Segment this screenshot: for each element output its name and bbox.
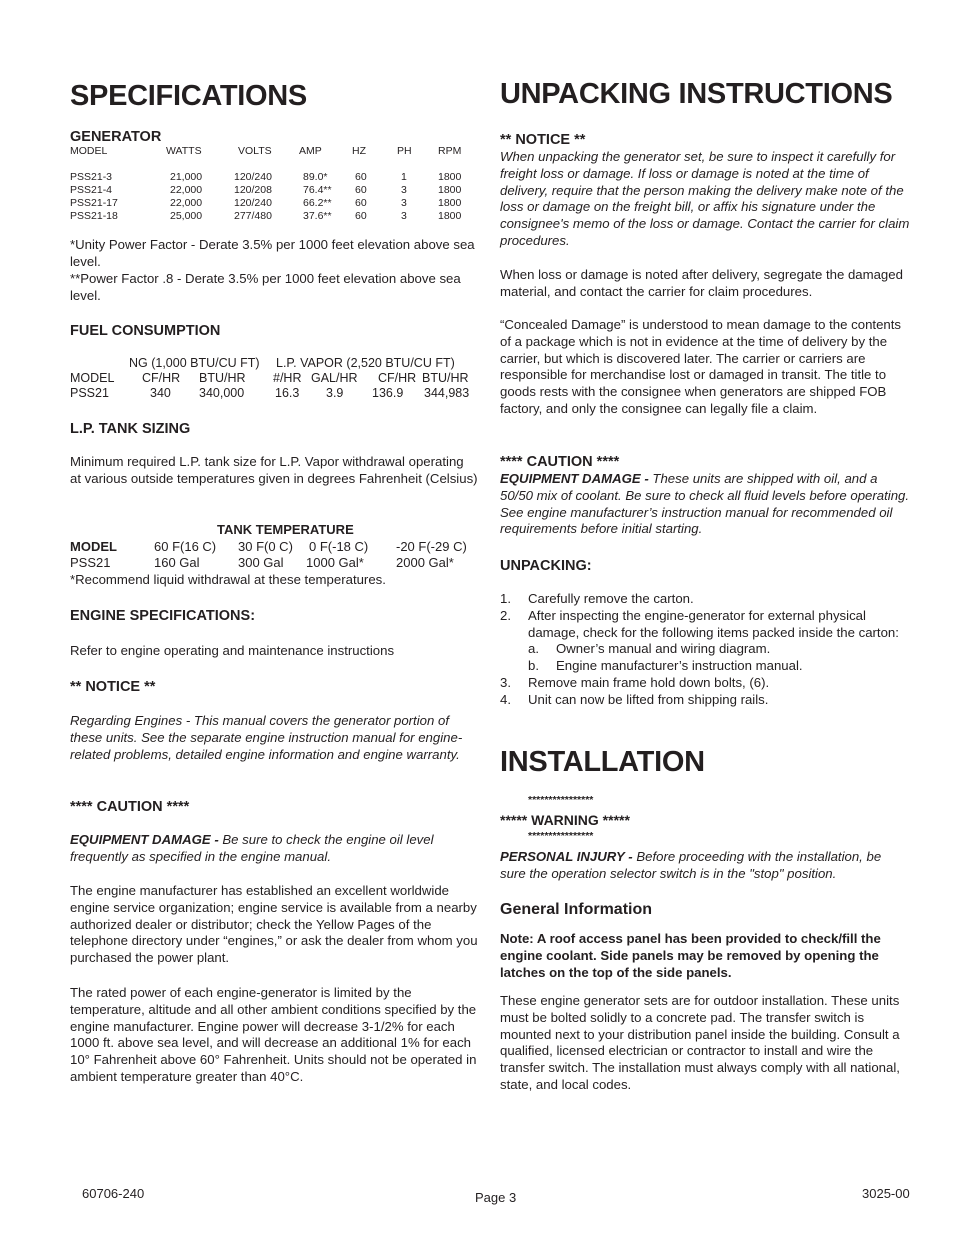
fuel-cell-ng-btuhr: 340,000 [199, 386, 245, 400]
cell-amp: 76.4** [303, 184, 332, 196]
cell-rpm: 1800 [438, 197, 462, 209]
cell-watts: 21,000 [170, 171, 203, 183]
step-text: Carefully remove the carton. [528, 591, 694, 606]
warning-stars-bottom: **************** [528, 830, 594, 842]
cell-amp: 89.0* [303, 171, 328, 183]
cell-rpm: 1800 [438, 171, 462, 183]
caution-lead: EQUIPMENT DAMAGE - [70, 832, 223, 847]
col-watts: WATTS [166, 145, 202, 157]
list-item [500, 675, 914, 692]
tank-cell-model: PSS21 [70, 555, 111, 570]
caution-heading: **** CAUTION **** [70, 799, 190, 815]
unpacking-caution-body: These units are shipped with oil, and a 50/50 mix of coolant. Be sure to check all fluid levels before operating. See engine manufacturer’s instruction manual for recommended oil requirements before initial starting. [500, 471, 910, 537]
cell-hz: 60 [355, 171, 367, 183]
cell-ph: 3 [401, 184, 407, 196]
step-number: b. [528, 658, 539, 674]
caution-body: Be sure to check the engine oil level frequently as specified in the engine manual. [70, 832, 434, 864]
cell-model: PSS21-17 [70, 197, 118, 209]
tank-heading: L.P. TANK SIZING [70, 421, 191, 437]
cell-volts: 120/240 [234, 171, 272, 183]
fuel-group-lp: L.P. VAPOR (2,520 BTU/CU FT) [276, 356, 455, 370]
cell-watts: 25,000 [170, 210, 203, 222]
tank-col-60f: 60 F(16 C) [154, 539, 217, 554]
footer-revision: 3025-00 [862, 1186, 910, 1201]
tank-column-header [70, 539, 480, 556]
list-item [500, 608, 914, 642]
tank-note: *Recommend liquid withdrawal at these temperatures. [70, 572, 386, 587]
fuel-cell-lbhr: 16.3 [275, 386, 300, 400]
step-number: 4. [500, 691, 511, 707]
engine-spec-text: Refer to engine operating and maintenance instructions [70, 643, 395, 658]
specifications-title: SPECIFICATIONS [70, 80, 307, 112]
cell-amp: 66.2** [303, 197, 332, 209]
installation-title: INSTALLATION [500, 746, 705, 778]
tank-col-30f: 30 F(0 C) [238, 539, 293, 554]
step-number: a. [528, 641, 539, 657]
fuel-col-model: MODEL [70, 371, 115, 385]
caution-text [70, 832, 478, 866]
fuel-cell-model: PSS21 [70, 386, 109, 400]
tank-cell-30f: 300 Gal [238, 555, 284, 570]
fuel-col-ng-btuhr: BTU/HR [199, 371, 246, 385]
footer-document-number: 60706-240 [82, 1186, 145, 1201]
step-text: Owner’s manual and wiring diagram. [556, 641, 771, 657]
table-row [70, 386, 480, 403]
step-text: Unit can now be lifted from shipping rails. [528, 691, 769, 707]
unpacking-caution-heading: **** CAUTION **** [500, 454, 620, 470]
warning-text [500, 849, 910, 883]
tank-col-model: MODEL [70, 539, 117, 554]
fuel-heading: FUEL CONSUMPTION [70, 323, 221, 339]
rated-power-paragraph: The rated power of each engine-generator is limited by the temperature, altitude and all other ambient conditions specified by the engine manufacturer. Engine power will decrease 3-1/2% for each 1000 ft. above sea level, and will decrease an additional 1% for each 10° Fahrenheit above 60° Fahrenheit. Units should not be operated in ambient temperature greater than 40°C. [70, 985, 477, 1084]
cell-ph: 1 [401, 171, 407, 183]
engine-spec-heading: ENGINE SPECIFICATIONS: [70, 608, 256, 624]
tank-col-0f: 0 F(-18 C) [309, 539, 369, 554]
step-number: 1. [500, 591, 511, 606]
col-amp: AMP [299, 145, 322, 157]
unpacking-steps-heading: UNPACKING: [500, 558, 592, 574]
unpacking-notice-heading: ** NOTICE ** [500, 132, 586, 148]
cell-volts: 120/240 [234, 197, 272, 209]
cell-hz: 60 [355, 184, 367, 196]
tank-table-title: TANK TEMPERATURE [217, 522, 354, 537]
fuel-col-ng-cfhr: CF/HR [142, 371, 181, 385]
general-info-note: Note: A roof access panel has been provided to check/fill the engine coolant. Side panels may be removed by opening the latches on the top of the side panels. [500, 931, 881, 980]
unpacking-title: UNPACKING INSTRUCTIONS [500, 78, 893, 110]
cell-volts: 120/208 [234, 184, 272, 196]
generator-note-2: **Power Factor .8 - Derate 3.5% per 1000 feet elevation above sea level. [70, 271, 461, 303]
warning-heading: ***** WARNING ***** [500, 812, 630, 828]
fuel-col-lbhr: #/HR [273, 371, 302, 385]
step-text: After inspecting the engine-generator for external physical damage, check for the following items packed inside the carton: [528, 607, 899, 640]
fuel-cell-ng-cfhr: 340 [150, 386, 171, 400]
list-item [500, 641, 914, 658]
fuel-cell-lp-cfhr: 136.9 [372, 386, 404, 400]
step-number: 3. [500, 674, 511, 690]
fuel-col-lp-btuhr: BTU/HR [422, 371, 469, 385]
engine-service-paragraph: The engine manufacturer has established an excellent worldwide engine service organization; engine service is available from a nearby authorized dealer or distributor; check the Yellow Pages of the telephone directory under “engines,” or ask the dealer from whom you purchased the power plant. [70, 883, 478, 966]
warning-stars-top: **************** [528, 794, 594, 806]
generator-heading: GENERATOR [70, 129, 162, 145]
cell-model: PSS21-3 [70, 171, 113, 183]
col-rpm: RPM [438, 145, 462, 157]
step-text: Engine manufacturer’s instruction manual. [556, 658, 803, 674]
fuel-col-galhr: GAL/HR [311, 371, 358, 385]
cell-model: PSS21-18 [70, 210, 118, 222]
cell-model: PSS21-4 [70, 184, 113, 196]
unpacking-para-1: When loss or damage is noted after delivery, segregate the damaged material, and contact the carrier for claim procedures. [500, 267, 903, 299]
cell-amp: 37.6** [303, 210, 332, 222]
cell-volts: 277/480 [234, 210, 272, 222]
tank-intro: Minimum required L.P. tank size for L.P. Vapor withdrawal operating at various outside temperatures given in degrees Fahrenheit (Celsius) [70, 454, 478, 486]
tank-col-neg20f: -20 F(-29 C) [396, 539, 467, 554]
list-item [500, 658, 914, 675]
fuel-group-ng: NG (1,000 BTU/CU FT) [129, 356, 260, 370]
notice-heading: ** NOTICE ** [70, 679, 156, 695]
col-hz: HZ [352, 145, 366, 157]
col-volts: VOLTS [238, 145, 272, 157]
cell-ph: 3 [401, 210, 407, 222]
step-number: 2. [500, 607, 511, 623]
general-info-paragraph: These engine generator sets are for outdoor installation. These units must be bolted solidly to a concrete pad. The transfer switch is mounted next to your distribution panel inside the building. Consult a qualified, licensed electrician or contractor to install and wire the transfer switch. The installation must always comply with all national, state, and local codes. [500, 993, 900, 1092]
list-item [500, 591, 914, 608]
generator-note-1: *Unity Power Factor - Derate 3.5% per 1000 feet elevation above sea level. [70, 237, 475, 269]
unpacking-caution-lead: EQUIPMENT DAMAGE - [500, 471, 653, 486]
table-row [70, 555, 480, 572]
fuel-col-lp-cfhr: CF/HR [378, 371, 417, 385]
col-model: MODEL [70, 145, 108, 157]
unpacking-notice-text: When unpacking the generator set, be sure to inspect it carefully for freight loss or damage. If loss or damage is noted at the time of delivery, require that the person making the delivery make note of the loss or damage on the freight bill, or affix his signature under the consignee's memo of the loss or damage. Contact the carrier for claim procedures. [500, 149, 910, 248]
footer-page-number: Page 3 [475, 1190, 517, 1205]
warning-body: Before proceeding with the installation, be sure the operation selector switch is in the "stop" position. [500, 849, 882, 881]
cell-hz: 60 [355, 210, 367, 222]
unpacking-caution-text [500, 471, 910, 538]
cell-hz: 60 [355, 197, 367, 209]
cell-ph: 3 [401, 197, 407, 209]
tank-cell-0f: 1000 Gal* [306, 555, 364, 570]
fuel-cell-galhr: 3.9 [326, 386, 344, 400]
notice-text: Regarding Engines - This manual covers the generator portion of these units. See the separate engine instruction manual for engine-related problems, detailed engine information and engine warranty. [70, 713, 463, 762]
cell-watts: 22,000 [170, 184, 203, 196]
fuel-cell-lp-btuhr: 344,983 [424, 386, 470, 400]
cell-rpm: 1800 [438, 184, 462, 196]
step-text: Remove main frame hold down bolts, (6). [528, 674, 770, 690]
warning-lead: PERSONAL INJURY - [500, 849, 637, 864]
col-ph: PH [397, 145, 412, 157]
general-info-heading: General Information [500, 901, 653, 918]
cell-watts: 22,000 [170, 197, 203, 209]
cell-rpm: 1800 [438, 210, 462, 222]
list-item [500, 692, 914, 709]
tank-cell-neg20f: 2000 Gal* [396, 555, 454, 570]
unpacking-steps-list [500, 591, 914, 709]
unpacking-para-2: “Concealed Damage” is understood to mean damage to the contents of a package which is not in evidence at the time of delivery by the carrier, but which is discovered later. The carrier or carriers are responsible for merchandise lost or damaged in transit. The title to goods rests with the consignee when generators are shipped FOB factory, and only the consignee can legally file a claim. [500, 317, 901, 416]
tank-cell-60f: 160 Gal [154, 555, 200, 570]
